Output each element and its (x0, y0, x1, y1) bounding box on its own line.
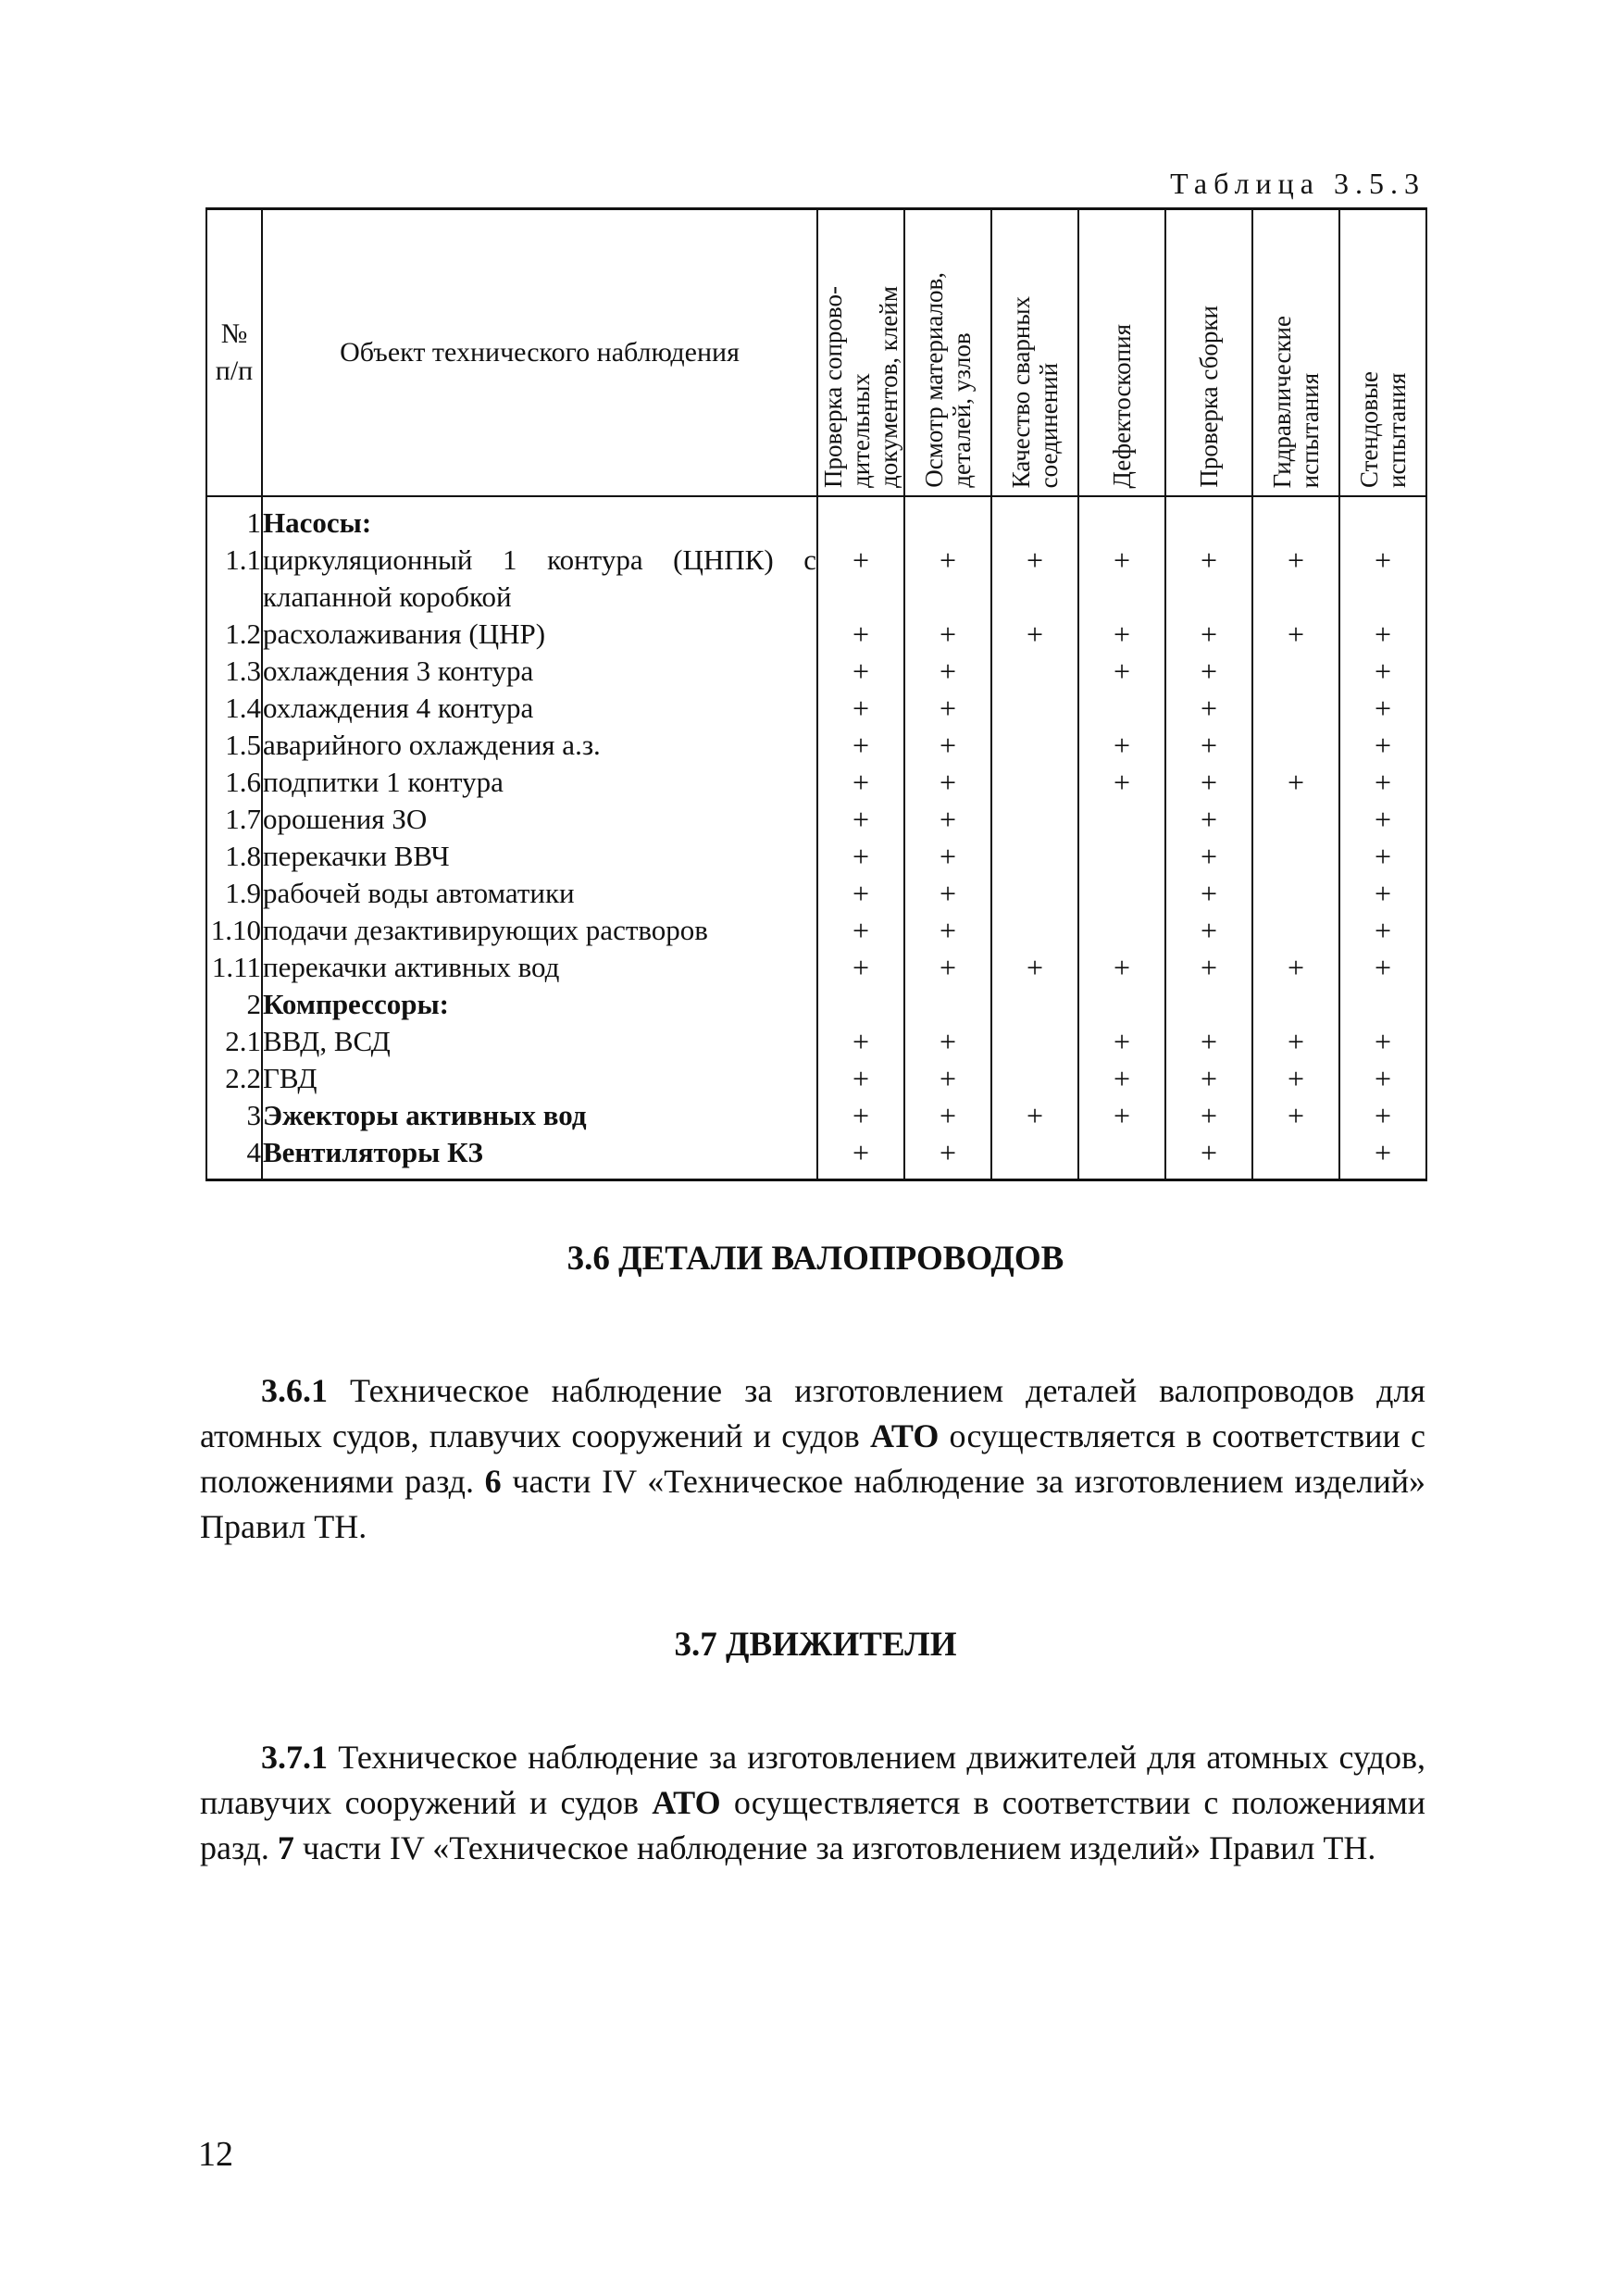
check-mark-cell (1165, 986, 1252, 1023)
paragraph-text: части IV «Техническое наблюдение за изготовлением изделий» Правил ТН. (293, 1829, 1376, 1866)
check-mark-cell (1078, 690, 1165, 727)
check-mark-cell: + (1165, 653, 1252, 690)
row-number: 1.8 (206, 838, 262, 875)
check-mark-cell: + (904, 690, 991, 727)
paragraph-number: 3.6.1 (261, 1372, 328, 1409)
check-mark-cell: + (1078, 1097, 1165, 1134)
check-mark-cell (991, 727, 1078, 764)
table-row (206, 949, 1426, 986)
check-mark-cell: + (1339, 912, 1426, 949)
check-mark-cell: + (1078, 1023, 1165, 1060)
section-title-3-7: 3.7 ДВИЖИТЕЛИ (674, 1626, 957, 1664)
check-mark-cell: + (1339, 949, 1426, 986)
header-check-hydraulic (1252, 209, 1339, 497)
row-object: Насосы: (262, 496, 817, 542)
row-number: 2.1 (206, 1023, 262, 1060)
paragraph-text: Техническое наблюдение за изготовлением деталей валопроводов для атомных судов, плавучих сооружений и судов (200, 1372, 1425, 1454)
table-row (206, 1023, 1426, 1060)
table-row (206, 653, 1426, 690)
row-object: перекачки активных вод (262, 949, 817, 986)
check-mark-cell: + (904, 616, 991, 653)
check-mark-cell: + (817, 616, 904, 653)
check-mark-cell (1252, 838, 1339, 875)
check-mark-cell: + (1252, 1060, 1339, 1097)
check-mark-cell: + (1339, 653, 1426, 690)
check-mark-cell: + (817, 875, 904, 912)
row-object: Вентиляторы КЗ (262, 1134, 817, 1180)
check-mark-cell: + (1252, 542, 1339, 616)
check-mark-cell: + (991, 542, 1078, 616)
check-mark-cell: + (817, 542, 904, 616)
check-mark-cell: + (904, 838, 991, 875)
check-mark-cell: + (904, 949, 991, 986)
check-mark-cell: + (904, 875, 991, 912)
check-mark-cell: + (1252, 949, 1339, 986)
check-mark-cell: + (1339, 1097, 1426, 1134)
table-row (206, 1097, 1426, 1134)
check-mark-cell (991, 986, 1078, 1023)
check-mark-cell: + (991, 616, 1078, 653)
row-number: 1.7 (206, 801, 262, 838)
row-number: 2.2 (206, 1060, 262, 1097)
check-mark-cell: + (817, 1060, 904, 1097)
header-check-materials (904, 209, 991, 497)
check-mark-cell: + (817, 801, 904, 838)
check-mark-cell (1252, 727, 1339, 764)
table-row (206, 912, 1426, 949)
check-mark-cell: + (817, 653, 904, 690)
row-object: перекачки ВВЧ (262, 838, 817, 875)
table-body (206, 496, 1426, 1180)
row-number: 3 (206, 1097, 262, 1134)
row-number: 1.11 (206, 949, 262, 986)
table-row (206, 542, 1426, 616)
check-mark-cell (1252, 1134, 1339, 1180)
row-object: расхолаживания (ЦНР) (262, 616, 817, 653)
check-mark-cell: + (1339, 875, 1426, 912)
row-number: 4 (206, 1134, 262, 1180)
check-mark-cell: + (1339, 542, 1426, 616)
check-mark-cell (1252, 875, 1339, 912)
check-mark-cell: + (1078, 653, 1165, 690)
table-row (206, 1134, 1426, 1180)
check-mark-cell: + (904, 1023, 991, 1060)
check-mark-cell: + (817, 690, 904, 727)
check-mark-cell (1252, 690, 1339, 727)
check-mark-cell (1339, 496, 1426, 542)
check-mark-cell: + (904, 801, 991, 838)
check-mark-cell: + (1165, 727, 1252, 764)
row-object: орошения ЗО (262, 801, 817, 838)
table-row (206, 986, 1426, 1023)
check-mark-cell: + (1252, 1023, 1339, 1060)
check-mark-cell: + (1252, 616, 1339, 653)
check-mark-cell: + (1165, 949, 1252, 986)
check-mark-cell: + (1339, 764, 1426, 801)
check-mark-cell (1078, 496, 1165, 542)
check-mark-cell: + (817, 912, 904, 949)
table-row (206, 690, 1426, 727)
header-check-welds (991, 209, 1078, 497)
check-mark-cell (1078, 1134, 1165, 1180)
check-mark-cell (1252, 496, 1339, 542)
check-mark-cell: + (904, 727, 991, 764)
check-mark-cell: + (1339, 801, 1426, 838)
check-mark-cell: + (1078, 1060, 1165, 1097)
check-mark-cell: + (904, 912, 991, 949)
row-object: подачи дезактивирующих растворов (262, 912, 817, 949)
paragraph-bold-ref: 7 (277, 1829, 294, 1866)
row-number: 1.1 (206, 542, 262, 616)
check-mark-cell (1339, 986, 1426, 1023)
check-mark-cell: + (991, 1097, 1078, 1134)
check-mark-cell: + (1165, 1023, 1252, 1060)
paragraph-text: части IV «Техническое наблюдение за изготовлением изделий» Правил ТН. (200, 1463, 1425, 1545)
check-mark-cell (1078, 912, 1165, 949)
paragraph-text: осуществляется в соответствии с положениями разд. (200, 1784, 1425, 1866)
check-mark-cell: + (1165, 875, 1252, 912)
inspection-table (205, 207, 1427, 1181)
check-mark-cell: + (1078, 542, 1165, 616)
check-mark-cell: + (817, 1023, 904, 1060)
check-mark-cell: + (1078, 727, 1165, 764)
check-mark-cell: + (1165, 912, 1252, 949)
check-mark-cell (1078, 801, 1165, 838)
header-check-label: Проверка сборки (1195, 306, 1223, 488)
check-mark-cell: + (1252, 764, 1339, 801)
row-object: охлаждения 4 контура (262, 690, 817, 727)
row-number: 1.2 (206, 616, 262, 653)
header-object: Объект технического наблюдения (262, 209, 817, 497)
check-mark-cell: + (1078, 764, 1165, 801)
row-object: Эжекторы активных вод (262, 1097, 817, 1134)
header-check-assembly (1165, 209, 1252, 497)
check-mark-cell (1252, 912, 1339, 949)
check-mark-cell (991, 801, 1078, 838)
check-mark-cell (1078, 875, 1165, 912)
check-mark-cell (991, 496, 1078, 542)
check-mark-cell (991, 653, 1078, 690)
check-mark-cell: + (1165, 1060, 1252, 1097)
check-mark-cell: + (1165, 616, 1252, 653)
page-number: 12 (198, 2135, 233, 2174)
check-mark-cell: + (1339, 1060, 1426, 1097)
row-number: 1 (206, 496, 262, 542)
row-number: 1.5 (206, 727, 262, 764)
check-mark-cell: + (1165, 690, 1252, 727)
check-mark-cell (904, 496, 991, 542)
header-check-flaw-detection (1078, 209, 1165, 497)
header-check-label: Стендовые испытания (1355, 371, 1411, 488)
check-mark-cell (1252, 801, 1339, 838)
check-mark-cell (991, 875, 1078, 912)
check-mark-cell (991, 764, 1078, 801)
check-mark-cell (1165, 496, 1252, 542)
check-mark-cell: + (817, 1134, 904, 1180)
check-mark-cell: + (1165, 1134, 1252, 1180)
check-mark-cell (1078, 986, 1165, 1023)
table-header-row (206, 209, 1426, 497)
check-mark-cell: + (1339, 616, 1426, 653)
header-check-label: Проверка сопрово- дительных документов, клейм (819, 285, 902, 488)
row-number: 1.3 (206, 653, 262, 690)
check-mark-cell: + (1252, 1097, 1339, 1134)
check-mark-cell: + (991, 949, 1078, 986)
header-check-label: Осмотр материалов, деталей, узлов (920, 272, 976, 488)
row-object: ГВД (262, 1060, 817, 1097)
check-mark-cell: + (1165, 542, 1252, 616)
header-check-label: Гидравлические испытания (1268, 315, 1324, 488)
check-mark-cell: + (904, 764, 991, 801)
table-row (206, 764, 1426, 801)
check-mark-cell: + (1078, 616, 1165, 653)
table-caption: Таблица 3.5.3 (1170, 167, 1425, 200)
check-mark-cell (991, 1060, 1078, 1097)
row-object: охлаждения 3 контура (262, 653, 817, 690)
check-mark-cell: + (1165, 1097, 1252, 1134)
check-mark-cell (1252, 653, 1339, 690)
header-check-bench (1339, 209, 1426, 497)
check-mark-cell: + (817, 764, 904, 801)
table-row (206, 1060, 1426, 1097)
check-mark-cell (904, 986, 991, 1023)
row-number: 2 (206, 986, 262, 1023)
check-mark-cell: + (1339, 1023, 1426, 1060)
check-mark-cell (991, 912, 1078, 949)
check-mark-cell (817, 496, 904, 542)
check-mark-cell (991, 1023, 1078, 1060)
check-mark-cell: + (1339, 1134, 1426, 1180)
check-mark-cell: + (904, 1134, 991, 1180)
check-mark-cell: + (1165, 801, 1252, 838)
paragraph-text: осуществляется в соответствии с положениями разд. (200, 1417, 1425, 1500)
check-mark-cell: + (1339, 727, 1426, 764)
check-mark-cell: + (1339, 838, 1426, 875)
check-mark-cell: + (817, 949, 904, 986)
paragraph-bold-ref: 6 (484, 1463, 502, 1500)
row-object: аварийного охлаждения а.з. (262, 727, 817, 764)
check-mark-cell (1252, 986, 1339, 1023)
row-number: 1.4 (206, 690, 262, 727)
header-num: № п/п (206, 209, 262, 497)
paragraph-3-6-1 (200, 1368, 1425, 1550)
row-number: 1.6 (206, 764, 262, 801)
row-object: рабочей воды автоматики (262, 875, 817, 912)
row-object: ВВД, ВСД (262, 1023, 817, 1060)
check-mark-cell: + (904, 542, 991, 616)
paragraph-text: Техническое наблюдение за изготовлением движителей для атомных судов, плавучих сооружений и судов (200, 1739, 1425, 1821)
table-row (206, 875, 1426, 912)
check-mark-cell: + (904, 1060, 991, 1097)
check-mark-cell: + (904, 653, 991, 690)
row-number: 1.9 (206, 875, 262, 912)
check-mark-cell (991, 1134, 1078, 1180)
check-mark-cell (1078, 838, 1165, 875)
table-row (206, 727, 1426, 764)
check-mark-cell: + (1339, 690, 1426, 727)
table-row (206, 496, 1426, 542)
row-object: циркуляционный 1 контура (ЦНПК) с клапанной коробкой (262, 542, 817, 616)
row-object: Компрессоры: (262, 986, 817, 1023)
header-check-documents (817, 209, 904, 497)
header-check-label: Дефектоскопия (1108, 323, 1136, 488)
header-check-label: Качество сварных соединений (1007, 295, 1063, 488)
check-mark-cell: + (904, 1097, 991, 1134)
check-mark-cell: + (1165, 838, 1252, 875)
check-mark-cell (817, 986, 904, 1023)
paragraph-number: 3.7.1 (261, 1739, 328, 1776)
check-mark-cell: + (817, 838, 904, 875)
row-object: подпитки 1 контура (262, 764, 817, 801)
section-title-3-6: 3.6 ДЕТАЛИ ВАЛОПРОВОДОВ (566, 1240, 1064, 1278)
check-mark-cell: + (1078, 949, 1165, 986)
check-mark-cell: + (1165, 764, 1252, 801)
paragraph-3-7-1 (200, 1735, 1425, 1871)
paragraph-bold-abbrev: АТО (869, 1417, 940, 1454)
check-mark-cell (991, 690, 1078, 727)
paragraph-bold-abbrev: АТО (652, 1784, 721, 1821)
row-number: 1.10 (206, 912, 262, 949)
check-mark-cell (991, 838, 1078, 875)
table-row (206, 838, 1426, 875)
table-row (206, 616, 1426, 653)
table-row (206, 801, 1426, 838)
check-mark-cell: + (817, 727, 904, 764)
check-mark-cell: + (817, 1097, 904, 1134)
